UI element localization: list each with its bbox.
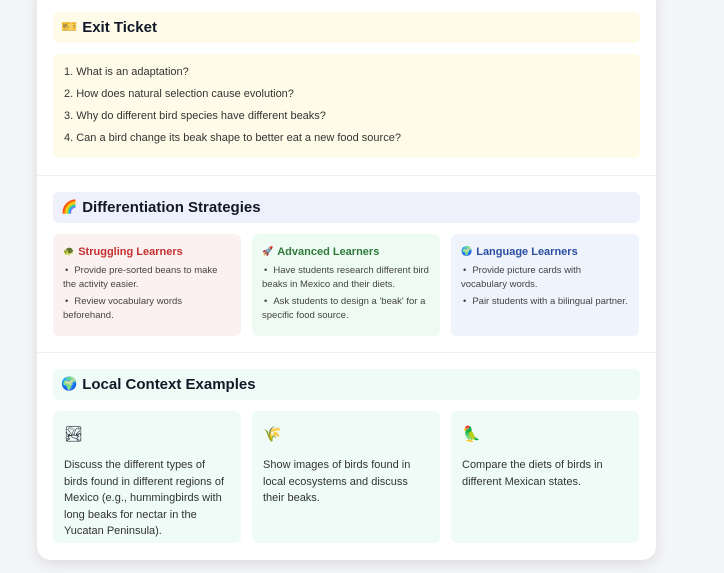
rainbow-icon: 🌈 [61, 200, 78, 215]
parrot-icon: 🦜 [462, 425, 481, 443]
struggling-learners-card [53, 234, 241, 336]
list-item: • Review vocabulary words beforehand. [63, 296, 183, 321]
example-text: Discuss the different types of birds found in different regions of Mexico (e.g., hummingbirds with long beaks for nectar in the Yucatan Peninsula). [64, 459, 225, 537]
local-example-card [53, 411, 241, 543]
landscape-icon: 🏞 [64, 425, 84, 443]
list-item: • Provide pre-sorted beans to make the activity easier. [63, 265, 218, 290]
local-context-examples [53, 411, 640, 543]
list-item: • Ask students to design a 'beak' for a specific food source. [262, 296, 426, 321]
ticket-icon: 🎫 [61, 20, 78, 35]
list-item: • Pair students with a bilingual partner. [463, 296, 628, 307]
question-item: 2. How does natural selection cause evolution? [64, 88, 294, 100]
local-example-card [252, 411, 440, 543]
exit-ticket-title: Exit Ticket [82, 19, 157, 36]
differentiation-header [53, 192, 640, 223]
language-learners-card [451, 234, 639, 336]
advanced-learners-card [252, 234, 440, 336]
local-context-header [53, 369, 640, 400]
list-item: • Provide picture cards with vocabulary words. [461, 265, 582, 290]
section-divider [37, 175, 656, 176]
group-title: Advanced Learners [277, 246, 380, 258]
globe-icon: 🌍 [61, 377, 78, 392]
differentiation-groups [53, 234, 640, 336]
wheat-icon: 🌾 [263, 425, 282, 443]
list-item: • Have students research different bird beaks in Mexico and their diets. [262, 265, 429, 290]
group-title: Language Learners [476, 246, 578, 258]
globe-icon: 🌍 [461, 247, 473, 257]
question-item: 3. Why do different bird species have different beaks? [64, 110, 326, 122]
question-item: 4. Can a bird change its beak shape to better eat a new food source? [64, 132, 401, 144]
section-divider [37, 352, 656, 353]
question-item: 1. What is an adaptation? [64, 66, 189, 78]
lesson-card [37, 0, 656, 560]
local-context-title: Local Context Examples [82, 376, 256, 393]
exit-ticket-questions [53, 54, 640, 158]
group-title: Struggling Learners [78, 246, 183, 258]
example-text: Compare the diets of birds in different Mexican states. [462, 459, 603, 488]
local-example-card [451, 411, 639, 543]
turtle-icon: 🐢 [63, 247, 75, 257]
exit-ticket-header [53, 12, 640, 43]
example-text: Show images of birds found in local ecosystems and discuss their beaks. [263, 459, 411, 504]
differentiation-title: Differentiation Strategies [82, 199, 261, 216]
rocket-icon: 🚀 [262, 247, 274, 257]
